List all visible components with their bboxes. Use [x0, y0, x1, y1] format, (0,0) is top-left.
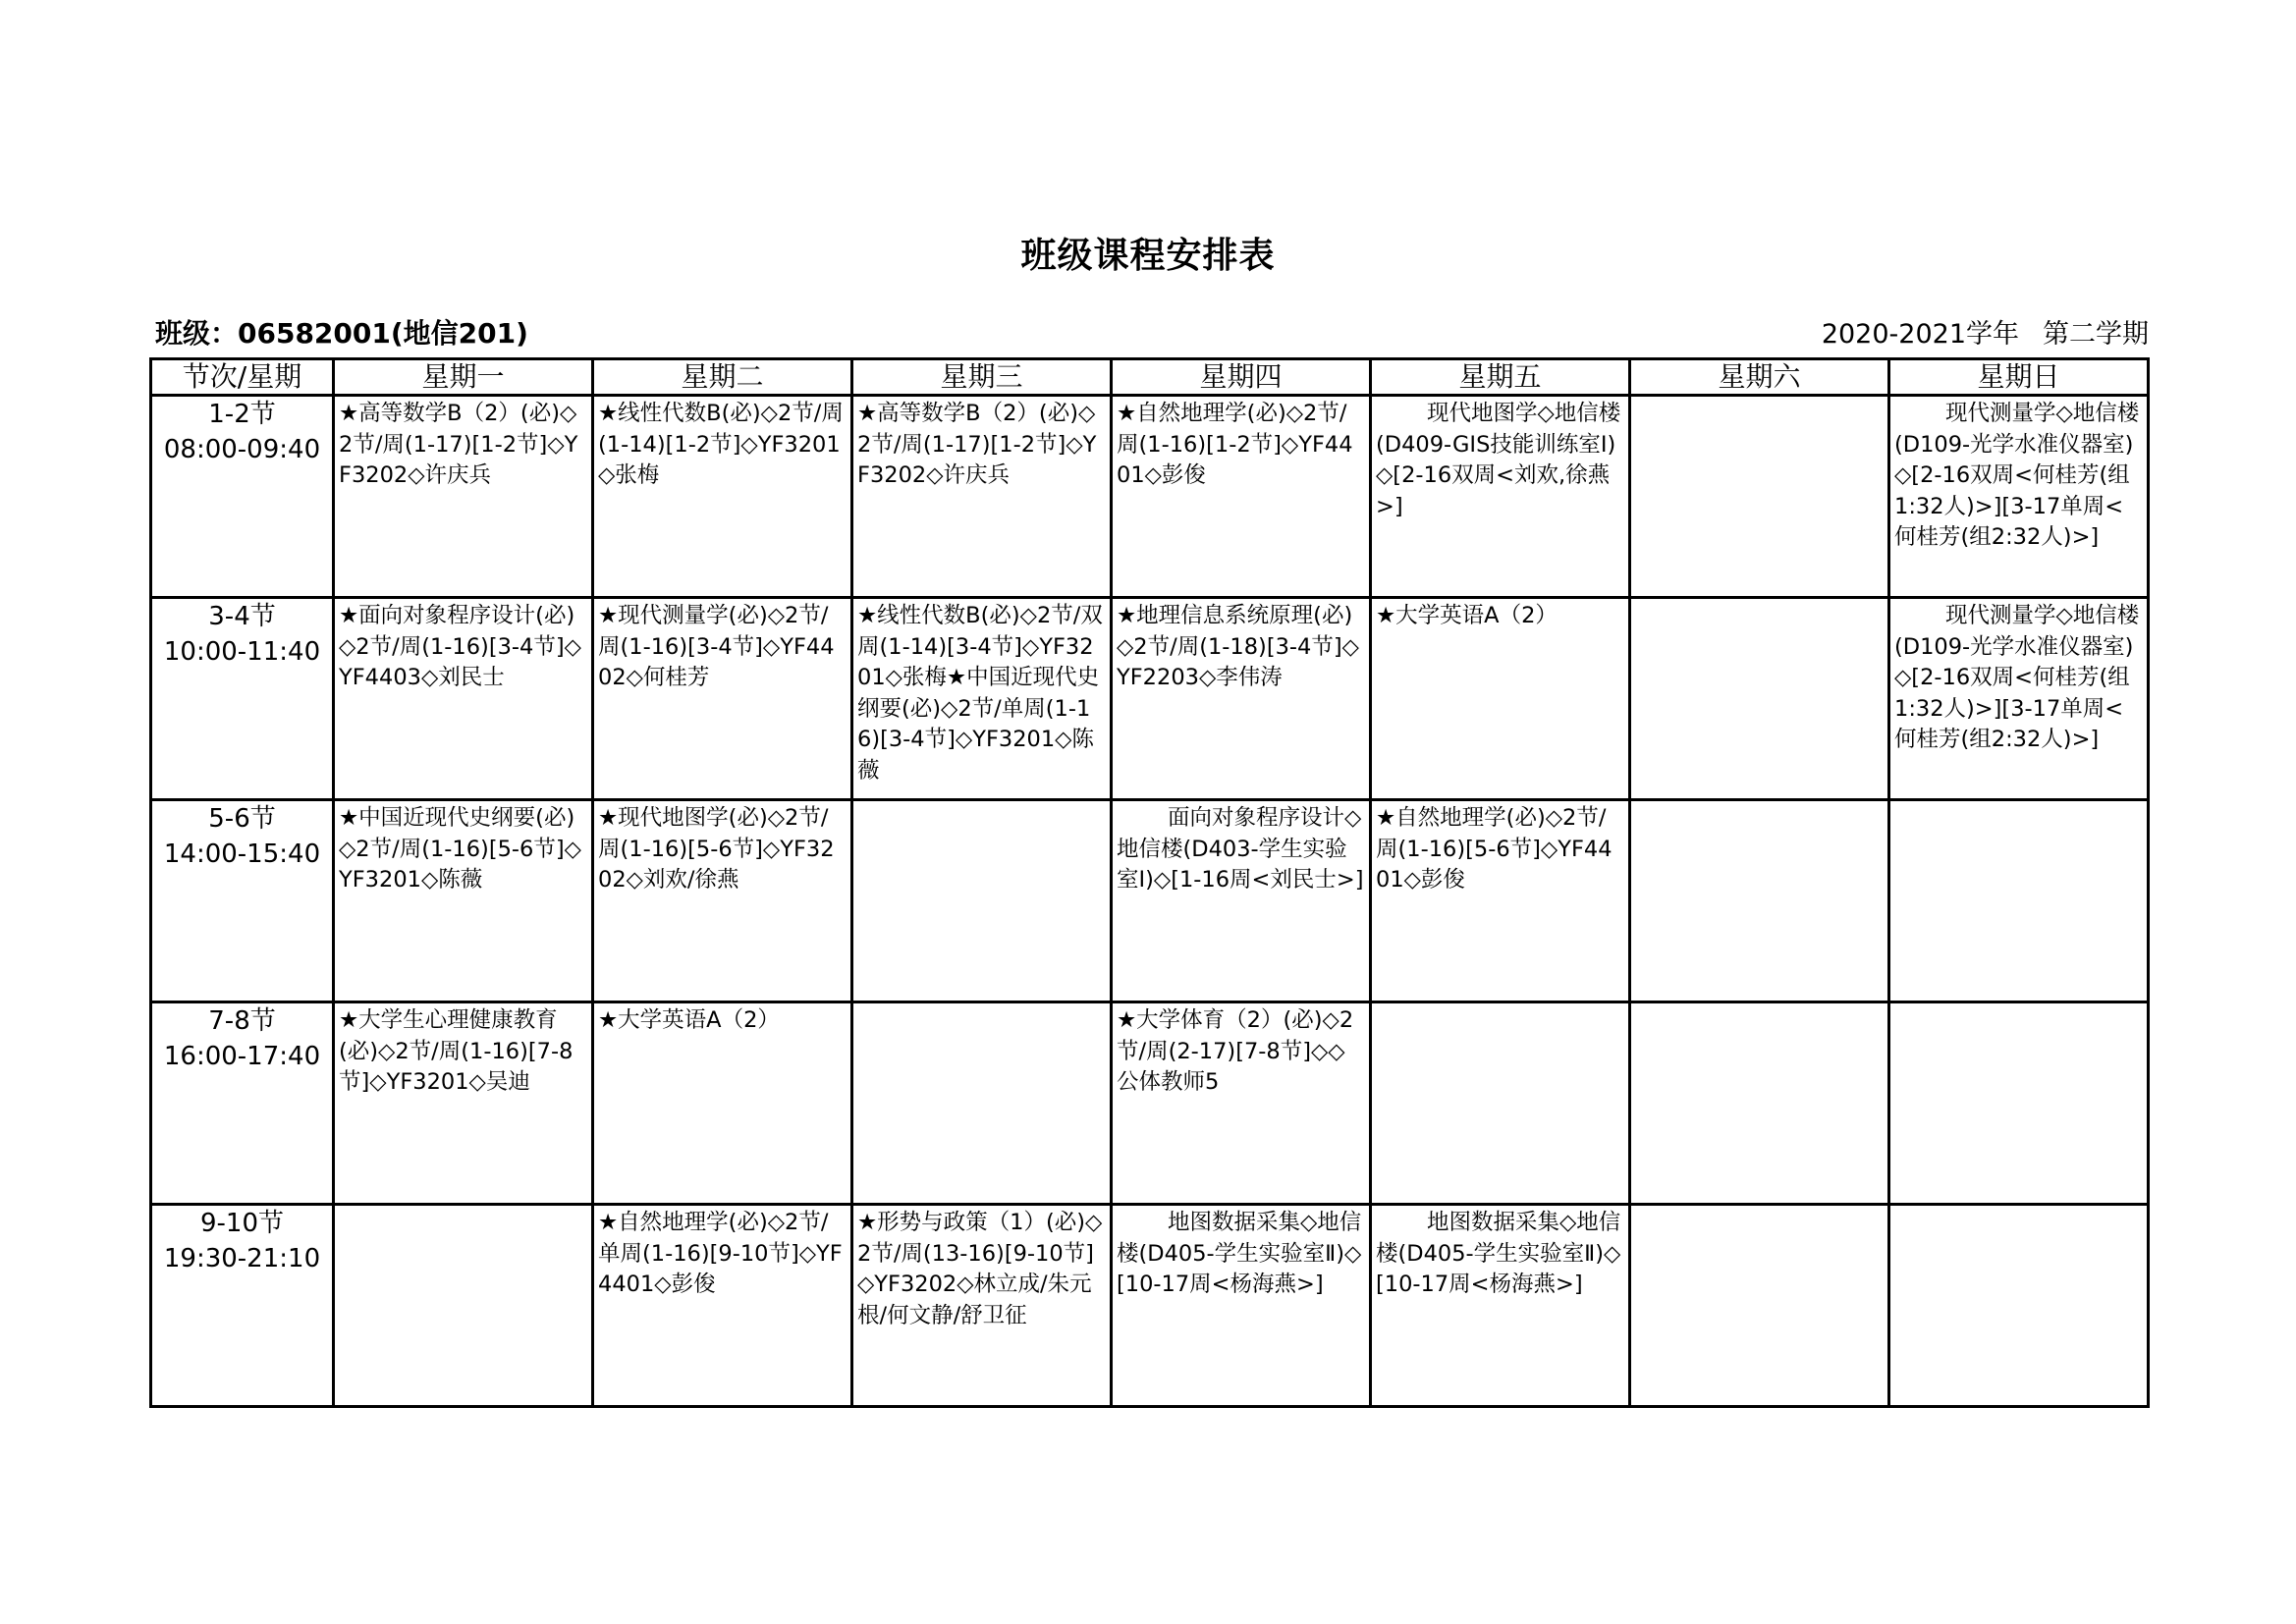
day-header: 星期三 — [852, 359, 1112, 396]
course-text — [1890, 801, 2147, 999]
semester: 第二学期 — [2043, 319, 2149, 350]
term-info — [1822, 312, 2149, 351]
period-time: 14:00-15:40 — [163, 839, 321, 869]
course-cell — [1112, 598, 1371, 800]
course-text — [853, 801, 1110, 999]
course-text — [335, 1206, 591, 1403]
period-name: 3-4节 — [208, 602, 276, 631]
schedule-table — [149, 357, 2150, 1408]
period-row — [151, 396, 2149, 598]
course-cell — [334, 800, 593, 1002]
course-text — [1631, 801, 1887, 999]
course-text — [1890, 1206, 2147, 1403]
course-cell — [334, 598, 593, 800]
course-cell — [1371, 1205, 1630, 1407]
course-cell — [593, 1002, 852, 1205]
course-cell — [852, 396, 1112, 598]
course-text — [1890, 1003, 2147, 1201]
course-cell — [1112, 1002, 1371, 1205]
course-cell — [1371, 598, 1630, 800]
course-text: 地图数据采集◇地信楼(D405-学生实验室Ⅱ)◇[10-17周<杨海燕>] — [1376, 1210, 1621, 1297]
period-time: 16:00-17:40 — [163, 1042, 321, 1071]
period-name: 9-10节 — [199, 1209, 284, 1238]
period-time: 08:00-09:40 — [163, 435, 321, 464]
course-cell — [1630, 1002, 1889, 1205]
course-cell — [1889, 800, 2149, 1002]
course-cell — [593, 800, 852, 1002]
course-cell — [852, 800, 1112, 1002]
period-label — [151, 1002, 334, 1205]
course-text — [853, 1003, 1110, 1201]
period-time: 10:00-11:40 — [163, 637, 321, 667]
course-text: 面向对象程序设计◇地信楼(D403-学生实验室Ⅰ)◇[1-16周<刘民士>] — [1117, 805, 1364, 893]
course-text — [1372, 1003, 1628, 1201]
period-label — [151, 800, 334, 1002]
day-header: 星期日 — [1889, 359, 2149, 396]
course-cell — [1889, 1002, 2149, 1205]
course-text: 地图数据采集◇地信楼(D405-学生实验室Ⅱ)◇[10-17周<杨海燕>] — [1117, 1210, 1362, 1297]
course-text — [1631, 599, 1887, 796]
course-text: ★现代测量学(必)◇2节/周(1-16)[3-4节]◇YF4402◇何桂芳 — [598, 603, 835, 690]
course-cell — [593, 396, 852, 598]
course-text: ★形势与政策（1）(必)◇2节/周(13-16)[9-10节]◇YF3202◇林立成/朱元根/何文静/舒卫征 — [857, 1210, 1103, 1328]
course-text: ★自然地理学(必)◇2节/周(1-16)[5-6节]◇YF4401◇彭俊 — [1376, 805, 1613, 893]
course-cell — [1112, 396, 1371, 598]
period-label — [151, 1205, 334, 1407]
course-text: ★自然地理学(必)◇2节/周(1-16)[1-2节]◇YF4401◇彭俊 — [1117, 401, 1353, 488]
day-header: 星期一 — [334, 359, 593, 396]
course-cell — [593, 1205, 852, 1407]
period-label — [151, 396, 334, 598]
period-name: 1-2节 — [208, 400, 276, 429]
course-cell — [1371, 800, 1630, 1002]
course-cell — [1630, 598, 1889, 800]
course-cell — [334, 1002, 593, 1205]
period-row — [151, 1205, 2149, 1407]
day-header: 星期六 — [1630, 359, 1889, 396]
period-row — [151, 1002, 2149, 1205]
course-text: ★高等数学B（2）(必)◇2节/周(1-17)[1-2节]◇YF3202◇许庆兵 — [339, 401, 578, 488]
course-cell — [1112, 800, 1371, 1002]
course-text: 现代测量学◇地信楼(D109-光学水准仪器室)◇[2-16双周<何桂芳(组1:32人)>][3-17单周<何桂芳(组2:32人)>] — [1894, 603, 2140, 752]
class-label: 班级：06582001(地信201) — [155, 317, 528, 350]
course-text: ★大学英语A（2） — [598, 1007, 780, 1033]
period-time: 19:30-21:10 — [163, 1244, 321, 1273]
course-text — [1631, 1206, 1887, 1403]
course-cell — [1889, 396, 2149, 598]
course-text: 现代地图学◇地信楼(D409-GIS技能训练室Ⅰ)◇[2-16双周<刘欢,徐燕>] — [1376, 401, 1621, 519]
course-text — [1631, 397, 1887, 594]
course-text: ★自然地理学(必)◇2节/单周(1-16)[9-10节]◇YF4401◇彭俊 — [598, 1210, 843, 1297]
course-text: ★大学英语A（2） — [1376, 603, 1558, 628]
course-cell — [1630, 396, 1889, 598]
course-cell — [852, 1205, 1112, 1407]
course-cell — [1889, 598, 2149, 800]
course-cell — [1630, 800, 1889, 1002]
course-text: ★面向对象程序设计(必)◇2节/周(1-16)[3-4节]◇YF4403◇刘民士 — [339, 603, 581, 690]
course-cell — [1630, 1205, 1889, 1407]
header-row — [151, 359, 2149, 396]
page-title: 班级课程安排表 — [1020, 236, 1276, 276]
course-text: ★高等数学B（2）(必)◇2节/周(1-17)[1-2节]◇YF3202◇许庆兵 — [857, 401, 1097, 488]
period-row — [151, 800, 2149, 1002]
day-header: 星期四 — [1112, 359, 1371, 396]
day-header: 星期五 — [1371, 359, 1630, 396]
course-text: ★地理信息系统原理(必)◇2节/周(1-18)[3-4节]◇YF2203◇李伟涛 — [1117, 603, 1359, 690]
day-header: 星期二 — [593, 359, 852, 396]
course-text: ★中国近现代史纲要(必)◇2节/周(1-16)[5-6节]◇YF3201◇陈薇 — [339, 805, 581, 893]
period-row — [151, 598, 2149, 800]
academic-year: 2020-2021学年 — [1821, 319, 2019, 350]
course-text — [1631, 1003, 1887, 1201]
course-cell — [334, 396, 593, 598]
course-cell — [593, 598, 852, 800]
course-text: ★线性代数B(必)◇2节/双周(1-14)[3-4节]◇YF3201◇张梅★中国近现代史纲要(必)◇2节/单周(1-16)[3-4节]◇YF3201◇陈薇 — [857, 603, 1103, 784]
course-cell — [1889, 1205, 2149, 1407]
course-cell — [852, 1002, 1112, 1205]
course-text: 现代测量学◇地信楼(D109-光学水准仪器室)◇[2-16双周<何桂芳(组1:32人)>][3-17单周<何桂芳(组2:32人)>] — [1894, 401, 2140, 550]
course-cell — [334, 1205, 593, 1407]
course-text: ★线性代数B(必)◇2节/周(1-14)[1-2节]◇YF3201◇张梅 — [598, 401, 844, 488]
period-label — [151, 598, 334, 800]
course-text: ★大学生心理健康教育(必)◇2节/周(1-16)[7-8节]◇YF3201◇吴迪 — [339, 1007, 574, 1095]
course-cell — [1371, 396, 1630, 598]
course-cell — [1371, 1002, 1630, 1205]
course-cell — [852, 598, 1112, 800]
corner-header: 节次/星期 — [151, 359, 334, 396]
course-text: ★大学体育（2）(必)◇2节/周(2-17)[7-8节]◇◇公体教师5 — [1117, 1007, 1354, 1095]
period-name: 5-6节 — [208, 804, 276, 834]
course-text: ★现代地图学(必)◇2节/周(1-16)[5-6节]◇YF3202◇刘欢/徐燕 — [598, 805, 835, 893]
course-cell — [1112, 1205, 1371, 1407]
period-name: 7-8节 — [208, 1006, 276, 1036]
